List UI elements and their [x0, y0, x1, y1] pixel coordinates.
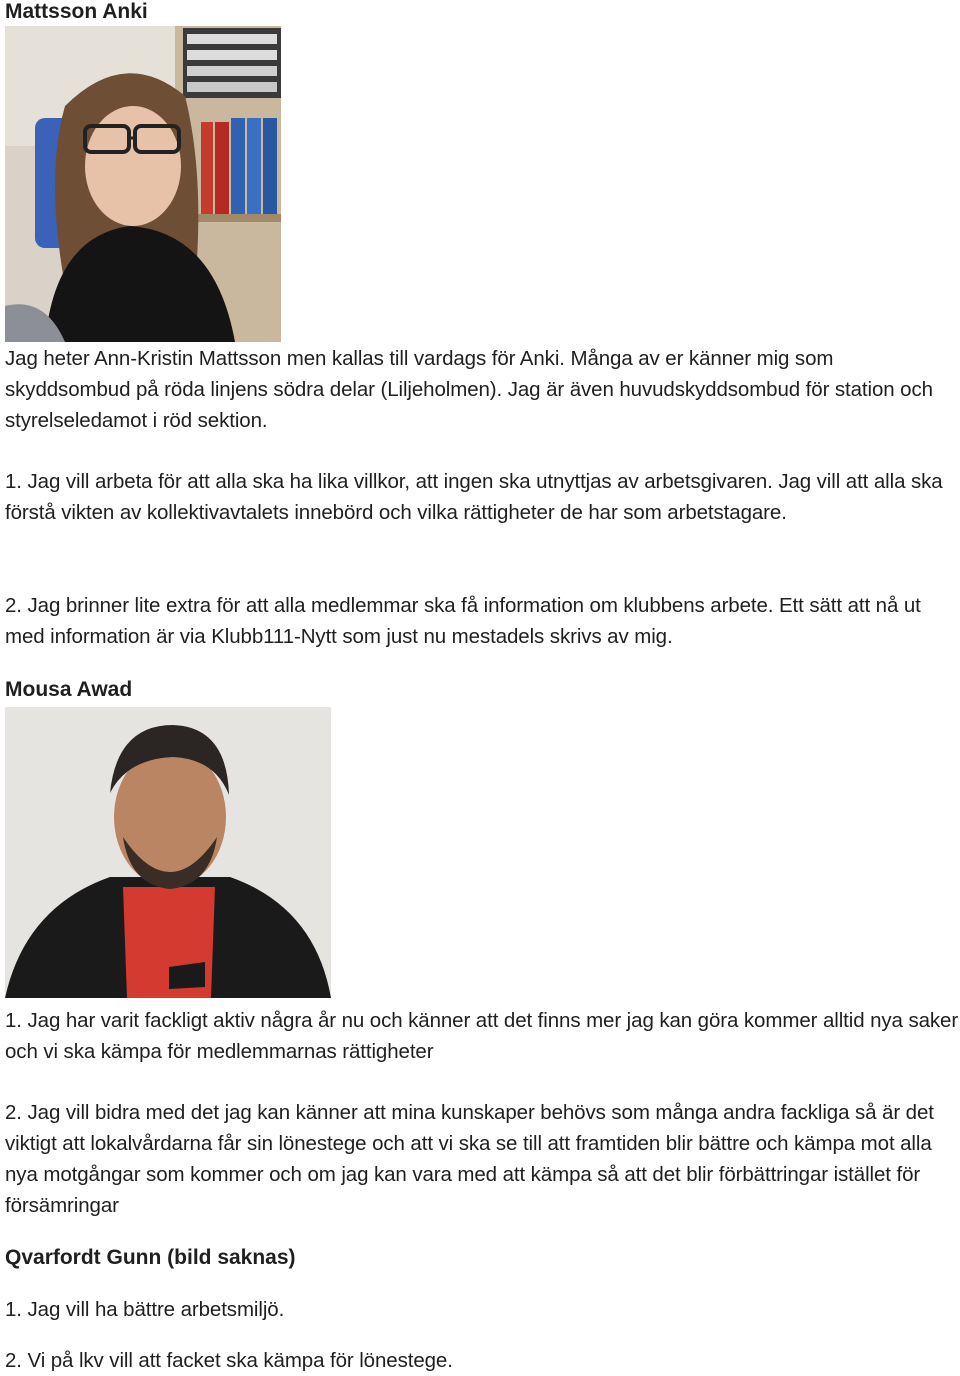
profile-name-qvarfordt: Qvarfordt Gunn (bild saknas): [5, 1246, 296, 1269]
profile-point2-awad: 2. Jag vill bidra med det jag kan känner att mina kunskaper behövs som många andra fackliga så är det viktigt att lokalvårdarna får sin lönestege och att vi ska se till att framtiden blir bättre och kämpa mot alla nya motgångar som kommer och om jag kan vara med att kämpa så att det blir förbättringar istället för försämringar: [5, 1101, 934, 1217]
profile-point2-mattsson: 2. Jag brinner lite extra för att alla medlemmar ska få information om klubbens arbete. Ett sätt att nå ut med information är via Klubb111-Nytt som just nu mestadels skrivs av mig.: [5, 594, 921, 648]
profile-point2-qvarfordt: 2. Vi på lkv vill att facket ska kämpa för lönestege.: [5, 1349, 453, 1372]
profile-name-mattsson: Mattsson Anki: [5, 0, 148, 23]
profile-intro-mattsson: Jag heter Ann-Kristin Mattsson men kallas till vardags för Anki. Många av er känner mig som skyddsombud på röda linjens södra delar (Liljeholmen). Jag är även huvudskyddsombud för station och styrelseledamot i röd sektion.: [5, 347, 933, 432]
profile-name-awad: Mousa Awad: [5, 678, 133, 701]
portrait-photo-mattsson: [5, 26, 281, 342]
profile-point1-mattsson: 1. Jag vill arbeta för att alla ska ha lika villkor, att ingen ska utnyttjas av arbetsgivaren. Jag vill att alla ska förstå vikten av kollektivavtalets innebörd och vilka rättigheter de har som arbetstagare.: [5, 470, 943, 524]
profile-point1-awad: 1. Jag har varit fackligt aktiv några år nu och känner att det finns mer jag kan göra kommer alltid nya saker och vi ska kämpa för medlemmarnas rättigheter: [5, 1009, 959, 1063]
profile-point1-qvarfordt: 1. Jag vill ha bättre arbetsmiljö.: [5, 1298, 285, 1321]
portrait-photo-awad: [5, 707, 331, 998]
